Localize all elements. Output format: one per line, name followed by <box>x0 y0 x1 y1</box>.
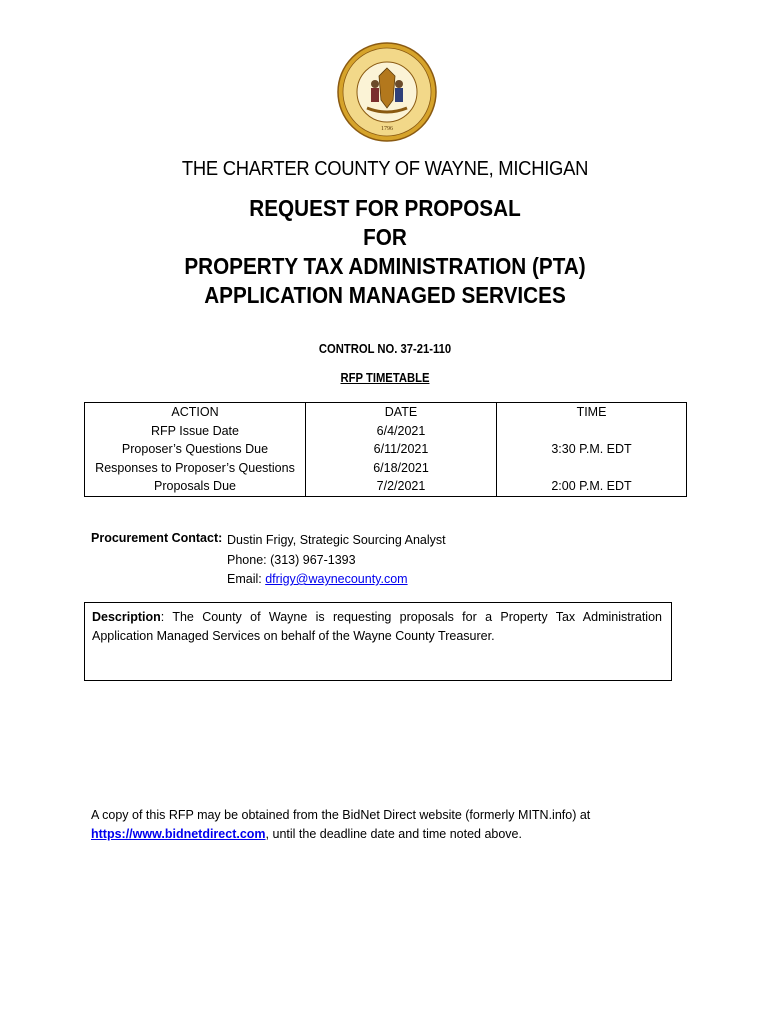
title-line: PROPERTY TAX ADMINISTRATION (PTA) <box>184 253 586 279</box>
contact-name: Dustin Frigy, Strategic Sourcing Analyst <box>227 533 446 547</box>
date-cell: 6/18/2021 <box>306 459 497 478</box>
county-name: THE CHARTER COUNTY OF WAYNE, MICHIGAN <box>181 158 589 180</box>
table-row <box>85 477 687 496</box>
document-title <box>39 194 732 310</box>
time-cell <box>497 422 687 441</box>
contact-email-line <box>227 570 446 590</box>
time-cell <box>497 459 687 478</box>
footer-text: A copy of this RFP may be obtained from the BidNet Direct website (formerly MITN.info) at <box>91 808 591 822</box>
description-box <box>84 602 672 681</box>
procurement-contact-details <box>227 531 446 590</box>
contact-phone: Phone: (313) 967-1393 <box>227 552 356 567</box>
time-cell: 3:30 P.M. EDT <box>497 440 687 459</box>
title-line: FOR <box>363 224 407 250</box>
footer-suffix: , until the deadline date and time noted above. <box>265 827 522 841</box>
table-row <box>85 440 687 459</box>
date-cell: 6/4/2021 <box>306 422 497 441</box>
table-header-row <box>85 403 687 422</box>
rfp-timetable <box>84 402 687 497</box>
description-text: : The County of Wayne is requesting proposals for a Property Tax Administration Application Managed Services on behalf of the Wayne County Treasurer. <box>92 610 662 643</box>
table-row <box>85 459 687 478</box>
action-cell: Responses to Proposer’s Questions <box>85 459 306 478</box>
action-cell: Proposals Due <box>85 477 306 496</box>
column-header-date: DATE <box>306 403 497 422</box>
table-row <box>85 422 687 441</box>
footer-note <box>91 806 651 844</box>
control-number: CONTROL NO. 37-21-110 <box>318 342 452 356</box>
email-label: Email: <box>227 572 266 586</box>
date-cell: 7/2/2021 <box>306 477 497 496</box>
svg-text:1796: 1796 <box>381 126 393 132</box>
bidnet-link[interactable]: https://www.bidnetdirect.com <box>91 827 266 841</box>
title-line: APPLICATION MANAGED SERVICES <box>204 282 566 308</box>
procurement-contact-label: Procurement Contact: <box>91 531 223 545</box>
title-line: REQUEST FOR PROPOSAL <box>249 195 521 221</box>
column-header-time: TIME <box>497 403 687 422</box>
county-seal-logo <box>337 42 437 142</box>
email-link[interactable]: dfrigy@waynecounty.com <box>265 572 408 586</box>
action-cell: RFP Issue Date <box>85 422 306 441</box>
timetable-heading: RFP TIMETABLE <box>340 371 430 385</box>
time-cell: 2:00 P.M. EDT <box>497 477 687 496</box>
column-header-action: ACTION <box>85 403 306 422</box>
date-cell: 6/11/2021 <box>306 440 497 459</box>
description-label: Description <box>92 610 161 624</box>
action-cell: Proposer’s Questions Due <box>85 440 306 459</box>
